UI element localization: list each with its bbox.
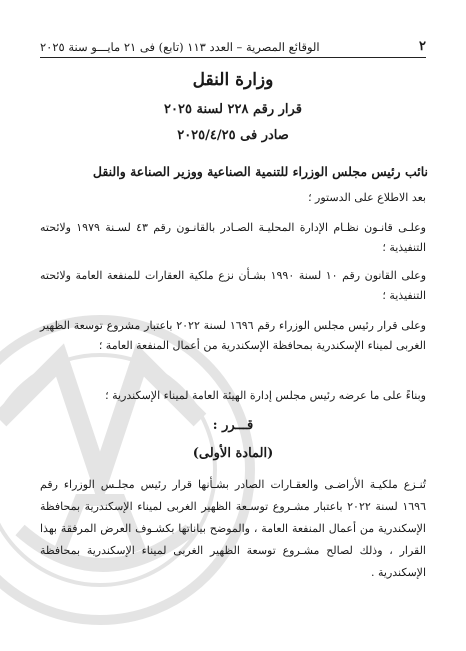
preamble-4: وعلى قرار رئيس مجلس الوزراء رقم ١٦٩٦ لسنة ٢٠٢٢ باعتبار مشروع توسعة الظهير الغربى لميناء الإسكندرية بمحافظة الإسكندرية من أعمال المنفعة العامة ؛: [40, 319, 426, 352]
decree-number: قرار رقم ٢٢٨ لسنة ٢٠٢٥: [164, 102, 302, 117]
ministry-title: وزارة النقل: [192, 70, 274, 90]
preamble-1: بعد الاطلاع على الدستور ؛: [308, 191, 426, 204]
issued-date: صادر فى ٢٠٢٥/٤/٢٥: [177, 128, 289, 143]
article-title: (المادة الأولى): [192, 446, 274, 461]
page-number: ٢: [419, 39, 426, 54]
preamble-3: وعلى القانون رقم ١٠ لسنة ١٩٩٠ بشـأن نزع ملكية العقارات للمنفعة العامة ولائحته التنفيذية ؛: [40, 269, 427, 302]
decided-heading: قـــرر :: [212, 418, 254, 433]
deputy-title: نائب رئيس مجلس الوزراء للتنمية الصناعية ووزير الصناعة والنقل: [92, 164, 428, 179]
publication-line: الوقائع المصرية – العدد ١١٣ (تابع) فى ٢١ مايـــو سنة ٢٠٢٥: [40, 40, 320, 54]
preamble-2: وعلـى قانـون نظـام الإدارة المحليـة الصـادر بالقانـون رقم ٤٣ لسـنة ١٩٧٩ ولائحته التنفيذية ؛: [40, 221, 426, 254]
preamble-5: وبناءً على ما عرضه رئيس مجلس إدارة الهيئة العامة لميناء الإسكندرية ؛: [105, 389, 426, 402]
article-text: تُنـزع ملكيـة الأراضـى والعقـارات الصادر بشـأنها قرار رئيس مجلـس الوزراء رقم ١٦٩٦ لسنة ٢٠٢٢ باعتبار مشـروع توسـعة الظهير الغربى لميناء الإسكندرية بمحافظة الإسكندرية من أعمال المنفعة العامة ، والموضح بياناتها بكشـوف العرض المرفقة بهذا القرار ، وذلك لصالح مشـروع توسعة الظهير الغربى لميناء الإسكندرية بمحافظة الإسكندرية .: [40, 478, 426, 579]
page-header: [40, 28, 426, 58]
